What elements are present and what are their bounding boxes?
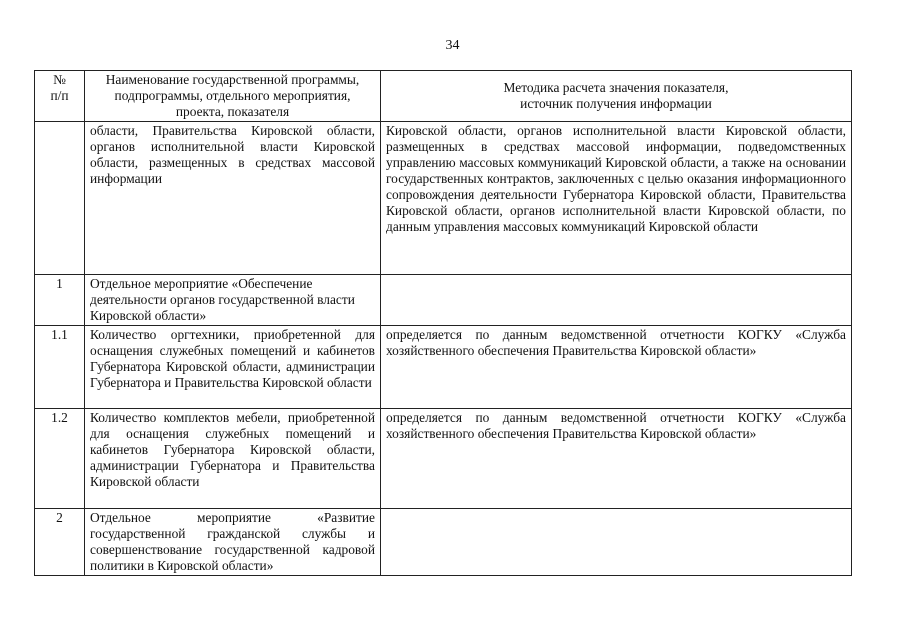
row-name: Количество комплектов мебели, приобретенной для оснащения служебных помещений и кабинетов Губернатора Кировской области, администрации Губернатора и Правительства Кировской области: [85, 409, 381, 509]
header-num: № п/п: [35, 71, 85, 122]
row-method: определяется по данным ведомственной отчетности КОГКУ «Служба хозяйственного обеспечения Правительства Кировской области»: [381, 409, 852, 509]
table-row: [35, 509, 852, 576]
row-method: [381, 509, 852, 576]
table-header-row: [35, 71, 852, 122]
table-row: [35, 275, 852, 326]
row-method: определяется по данным ведомственной отчетности КОГКУ «Служба хозяйственного обеспечения Правительства Кировской области»: [381, 326, 852, 409]
row-num: 1.1: [35, 326, 85, 409]
row-num: 1: [35, 275, 85, 326]
row-name: Отдельное мероприятие «Обеспечение деятельности органов государственной власти Кировской области»: [85, 275, 381, 326]
row-method: [381, 275, 852, 326]
indicator-table: [34, 70, 852, 576]
header-method: Методика расчета значения показателя, источник получения информации: [381, 71, 852, 122]
row-num: 2: [35, 509, 85, 576]
page-number: 34: [445, 38, 460, 53]
table-row: [35, 409, 852, 509]
header-name: Наименование государственной программы, подпрограммы, отдельного мероприятия, проекта, показателя: [85, 71, 381, 122]
table-row: [35, 122, 852, 275]
table-row: [35, 326, 852, 409]
row-method: Кировской области, органов исполнительной власти Кировской области, размещенных в средствах массовой информации, подведомственных управлению массовых коммуникаций Кировской области, а также на основании государственных контрактов, заключенных с целью оказания информационного сопровождения деятельности Губернатора Кировской области, Правительства Кировской области, органов исполнительной власти Кировской области, по данным управления массовых коммуникаций Кировской области: [381, 122, 852, 275]
row-name: Количество оргтехники, приобретенной для оснащения служебных помещений и кабинетов Губернатора Кировской области, администрации Губернатора и Правительства Кировской области: [85, 326, 381, 409]
row-name: области, Правительства Кировской области, органов исполнительной власти Кировской области, размещенных в средствах массовой информации: [85, 122, 381, 275]
row-num: [35, 122, 85, 275]
row-num: 1.2: [35, 409, 85, 509]
row-name: Отдельное мероприятие «Развитие государственной гражданской службы и совершенствование государственной кадровой политики в Кировской области»: [85, 509, 381, 576]
